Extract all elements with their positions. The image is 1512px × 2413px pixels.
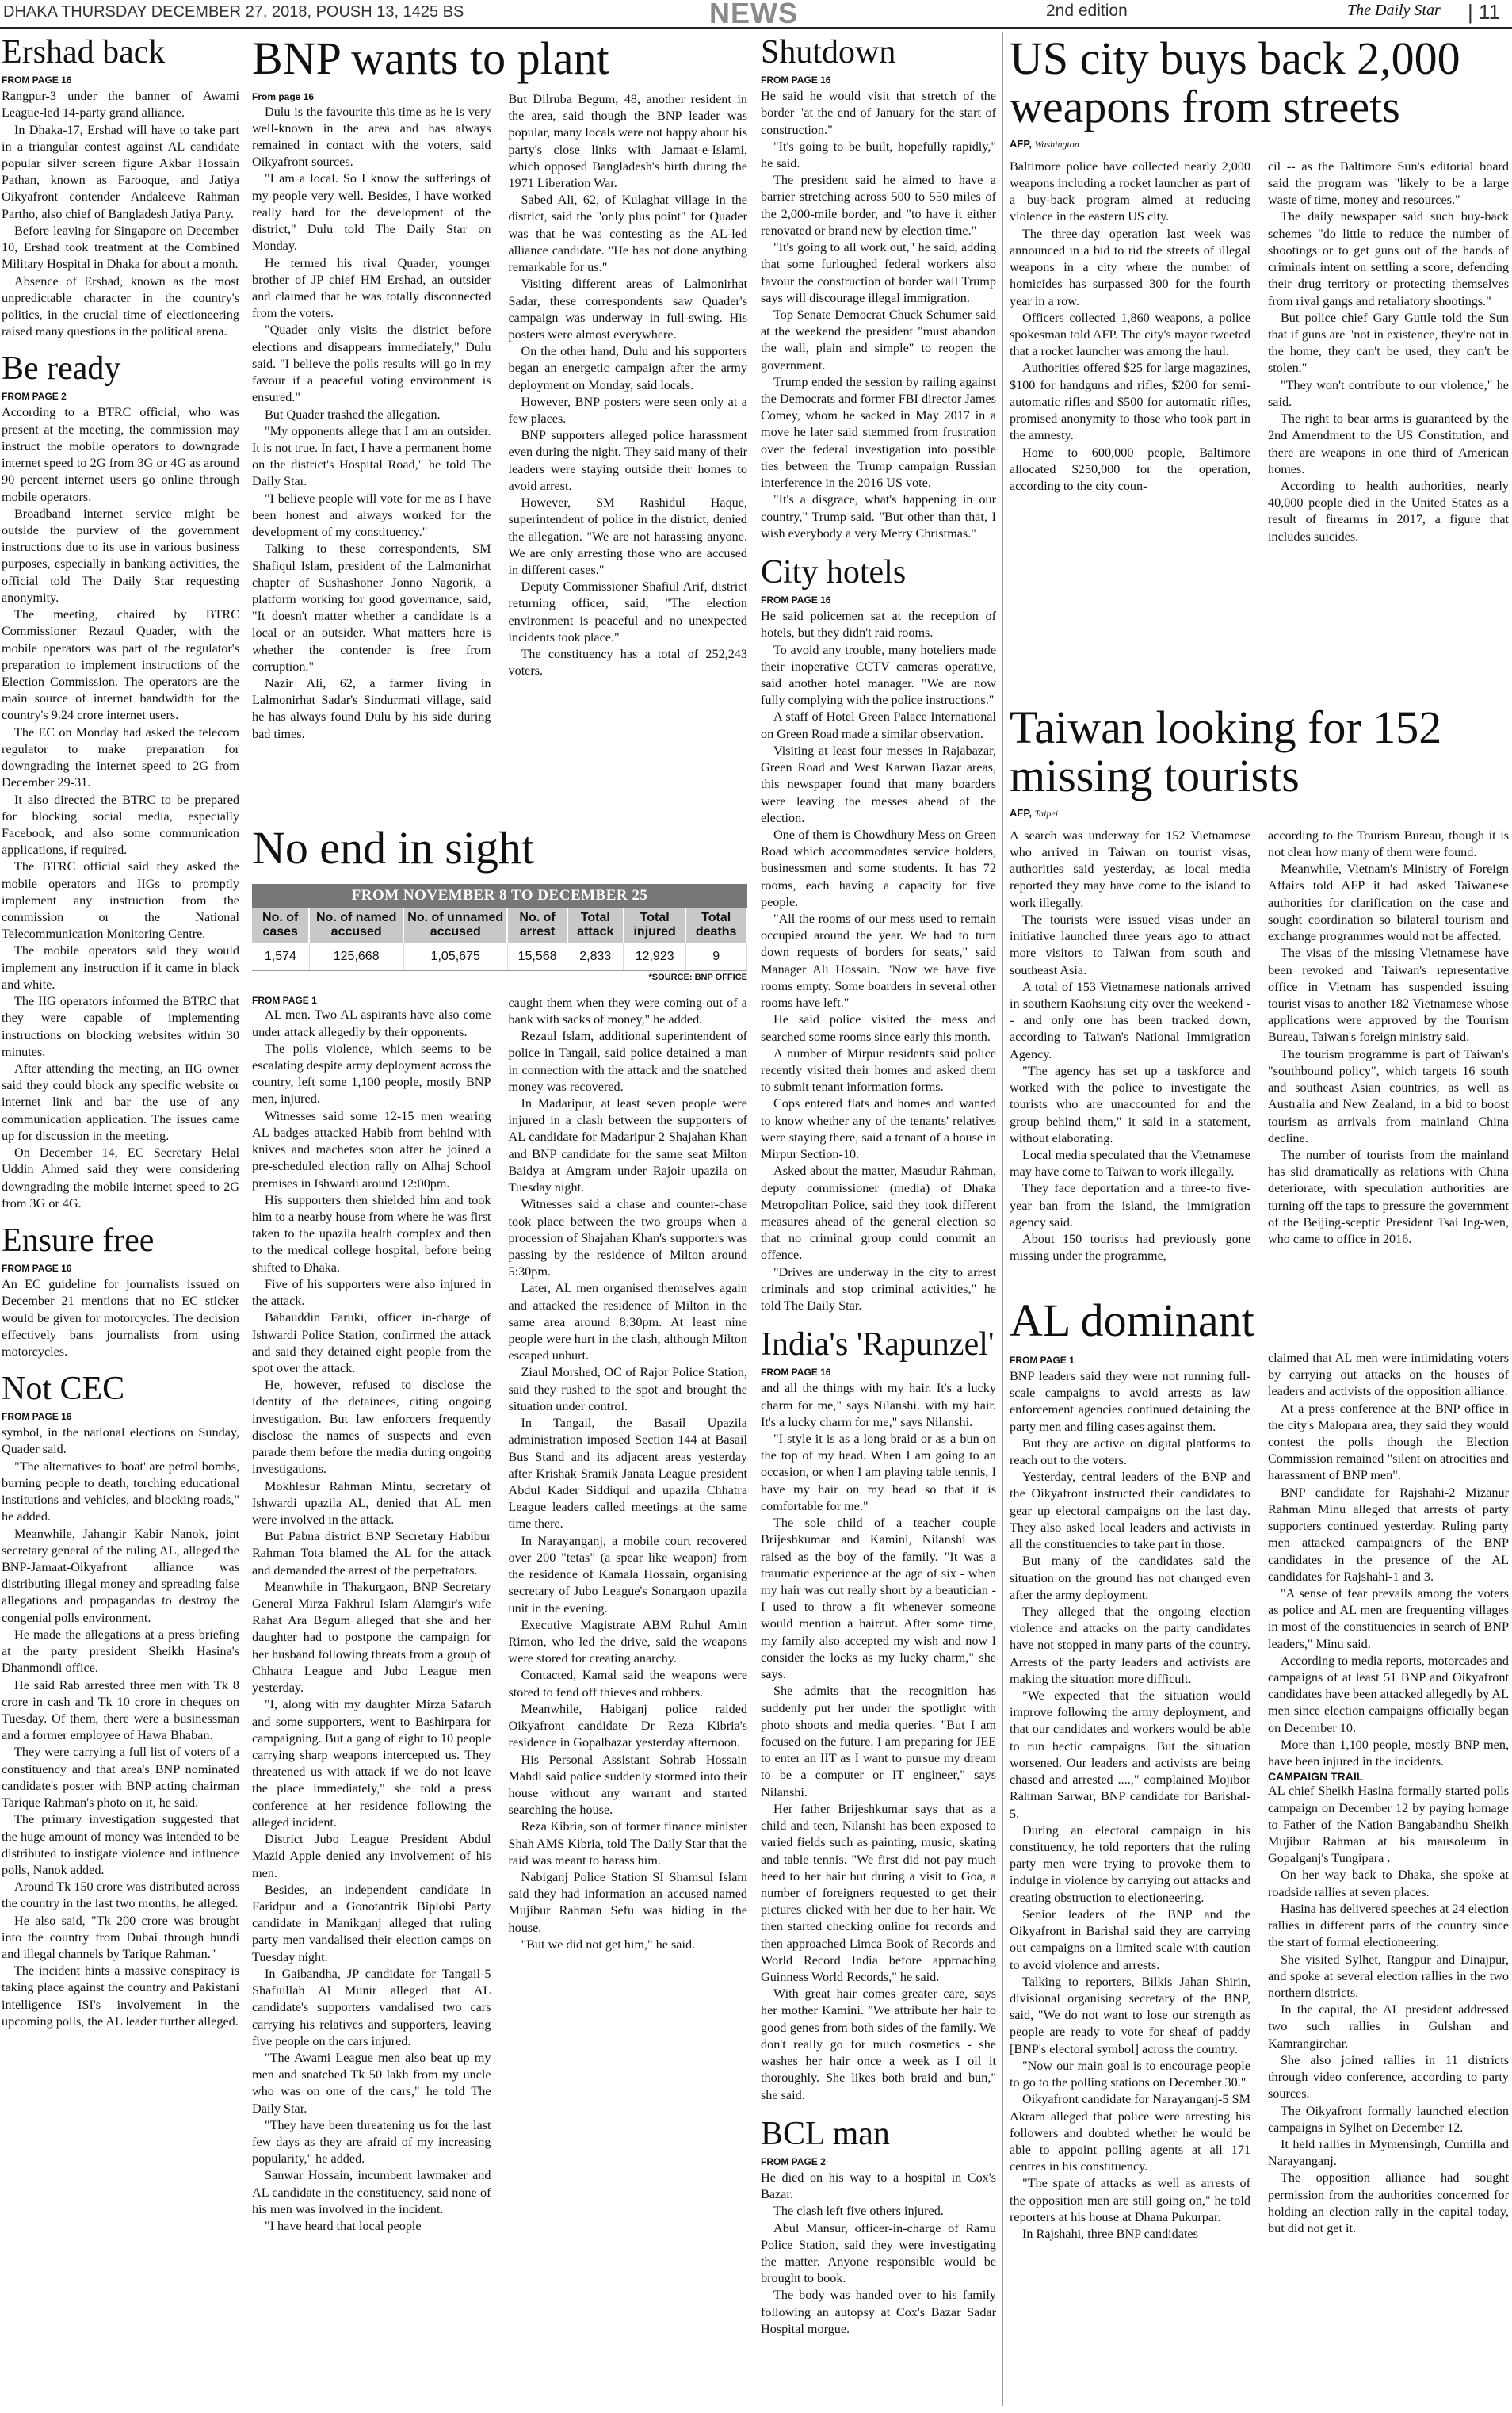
paragraph: He made the allegations at a press briefing at the party president Sheikh Hasina's Dhanmondi office. <box>2 1627 239 1676</box>
paragraph: But Quader trashed the allegation. <box>265 407 441 422</box>
paragraph: In Gaibandha, JP candidate for Tangail-5 Shafiullah Al Munir alleged that AL candidate's supporters vandalised two cars carrying his relatives and supporters, leaving five people on the cars injured. <box>252 1966 491 2048</box>
paragraph: Bahauddin Faruki, officer in-charge of Ishwardi Police Station, confirmed the attack and said they detained eight people from the spot over the attack. <box>252 1310 491 1375</box>
paragraph: However, SM Rashidul Haque, superintendent of police in the district, denied the allegation. "We are not harassing anyone. We are only arresting those who are accused in different cases." <box>508 495 747 578</box>
paragraph: BNP leaders said they were not running full-scale campaigns to avoid arrests as law enforcement agencies continued detaining the party men and filing cases against them. <box>1010 1368 1250 1434</box>
paragraph: The tourism programme is part of Taiwan's "southbound policy", which targets 16 south and southeast Asian countries, as well as Australia and New Zealand, in a bid to boost tourism as arrivals from mainland China decline. <box>1268 1046 1509 1145</box>
paragraph: But many of the candidates said the situation on the ground has not changed even after the army deployment. <box>1010 1554 1250 1602</box>
paragraph: From page 16 <box>252 90 315 102</box>
byline <box>1010 138 1509 151</box>
column-header: Total deaths <box>685 908 746 943</box>
column-header: No. of arrest <box>507 908 567 943</box>
paragraph: It also directed the BTRC to be prepared for blocking social media, especially Facebook, and also some communication applications, if required. <box>2 792 239 858</box>
paragraph: In the capital, the AL president addressed two such rallies in Gulshan and Kamrangirchar. <box>1268 2002 1509 2051</box>
article-body-col1 <box>1010 828 1250 1265</box>
byline <box>1010 807 1509 820</box>
article-not-cec <box>2 1371 239 2030</box>
paragraph: AL men. Two AL aspirants have also come under attack allegedly by their opponents. <box>252 1008 491 1039</box>
headline: Ershad back <box>2 35 166 71</box>
article-body <box>2 404 239 1212</box>
paragraph: A search was underway for 152 Vietnamese who arrived in Taiwan on tourist visas, authorities said yesterday, as local media reported they may have come to the island to work illegally. <box>1010 828 1250 910</box>
paragraph: cil -- as the Baltimore Sun's editorial board said the program was "likely to be a large waste of time, money and resources." <box>1268 159 1509 208</box>
paragraph: Hasina has delivered speeches at 24 election rallies in different parts of the country since the start of formal electioneering. <box>1268 1901 1509 1950</box>
column-rule <box>1002 32 1003 2406</box>
paragraph: The Oikyafront formally launched election campaigns in Sylhet on December 12. <box>1268 2103 1509 2135</box>
paragraph: His supporters then shielded him and took him to a nearby house from where he was first taken to the upazila health complex and then to the medical college hospital, before being shifted to Dhaka. <box>252 1192 491 1275</box>
paragraph: Dulu is the favourite this time as he is very well-known in the area and has always remained in contact with the voters, said Oikyafront sources. <box>252 104 491 170</box>
paragraph: To avoid any trouble, many hoteliers made their inoperative CCTV cameras operative, said another hotel manager. "We are now fully complying with the police instructions." <box>761 642 996 708</box>
headline: BNP wants to plant <box>252 35 609 84</box>
paragraph: Cops entered flats and homes and wanted to know whether any of the tenants' relatives were staying there, said a tenant of a house in Mirpur Section-10. <box>761 1096 996 1162</box>
table-source: *SOURCE: BNP OFFICE <box>648 972 747 982</box>
paragraph: Oikyafront candidate for Narayanganj-5 SM Akram alleged that police were arresting his followers and doubted whether he would be able to appoint polling agents at all 171 centres in his constituency. <box>1010 2092 1250 2174</box>
continuation-tag: FROM PAGE 16 <box>761 1367 831 1379</box>
paragraph: A staff of Hotel Green Palace International on Green Road made a similar observation. <box>761 709 996 741</box>
paragraph: About 150 tourists had previously gone missing under the programme, <box>1010 1232 1250 1264</box>
paragraph: "The alternatives to 'boat' are petrol bombs, burning people to death, torching educational institutions and vehicles, and blocking roads," he added. <box>2 1459 239 1524</box>
paragraph: Her father Brijeshkumar says that as a child and teen, Nilanshi has been exposed to varied fields such as painting, music, skating and table tennis. "We first did not pay much heed to her hair but during a visit to Goa, a number of foreigners requested to get their pictures clicked with her due to her hair. We then started checking online for records and then approached Limca Book of Records and World Record India before approaching Guinness World Records," he said. <box>761 1801 996 1985</box>
continuation-tag: FROM PAGE 16 <box>761 75 831 86</box>
paragraph: After attending the meeting, an IIG owner said they could block any specific website or internet link and bar the use of any communication application. The issues came up for discussion in the meeting. <box>2 1061 239 1143</box>
paragraph: In Rajshahi, three BNP candidates <box>1022 2227 1198 2242</box>
paragraph: "Drives are underway in the city to arrest criminals and stop criminal activities," he told The Daily Star. <box>761 1264 996 1314</box>
article-body <box>761 88 996 542</box>
paragraph: BNP candidate for Rajshahi-2 Mizanur Rahman Minu alleged that arrests of party supporters continued yesterday. Ruling party men attacked campaigners of the BNP candidates in the presence of the AL candidates for Rajshahi-1 and 3. <box>1268 1485 1509 1584</box>
article-body-col2 <box>1268 1350 1509 1770</box>
paragraph: The EC on Monday had asked the telecom regulator to make preparation for downgrading the internet speed to 2G from December 29-31. <box>2 725 239 790</box>
statistics-table <box>252 884 747 982</box>
paragraph: "I believe people will vote for me as I have been honest and always worked for the development of my constituency." <box>252 491 491 540</box>
paragraph: Witnesses said some 12-15 men wearing AL badges attacked Habib from behind with knives and machetes soon after he joined a pre-scheduled election rally on Alhaj School premises in Ishwardi around 12:00pm. <box>252 1108 491 1191</box>
table-cell: 2,833 <box>567 943 624 970</box>
paragraph: Ziaul Morshed, OC of Rajor Police Station, said they rushed to the spot and brought the situation under control. <box>508 1365 747 1413</box>
paragraph: Witnesses said a chase and counter-chase took place between the two groups when a procession of Shajahan Khan's supporters was passing by the residence of Milton around 5:30pm. <box>508 1197 747 1279</box>
paragraph: Five of his supporters were also injured in the attack. <box>252 1276 491 1309</box>
paragraph: Talking to these correspondents, SM Shafiqul Islam, president of the Lalmonirhat chapter of Sushashoner Jonno Nagorik, a platform working for good governance, said, "It doesn't matter whether a candidate is a local or an outsider. What matters here is whether the contender is free from corruption." <box>252 541 491 674</box>
edition-label: 2nd edition <box>1046 2 1128 20</box>
paragraph: District Jubo League President Abdul Mazid Apple denied any involvement of his men. <box>252 1832 491 1880</box>
dateline: Taipei <box>1034 807 1059 819</box>
paragraph: However, BNP posters were seen only at a few places. <box>508 394 747 426</box>
article-body <box>2 1276 239 1360</box>
paragraph: Local media speculated that the Vietnamese may have come to Taiwan to work illegally. <box>1010 1147 1250 1180</box>
paragraph: "I have heard that local people <box>265 2219 422 2234</box>
article-body-col2 <box>509 91 748 743</box>
headline: Be ready <box>2 350 121 388</box>
paragraph: The BTRC official said they asked the mobile operators and IIGs to promptly implement any instruction from the commission or the National Telecommunication Monitoring Centre. <box>2 859 239 942</box>
article-bcl-man <box>761 2117 996 2338</box>
paragraph: The number of tourists from the mainland has slid dramatically as relations with China deteriorate, with speculation authorities are turning off the taps to pressure the government of the Beijing-sceptic President Tsai Ing-wen, who came to office in 2016. <box>1268 1147 1509 1247</box>
article-body <box>761 608 996 1314</box>
article-al-dominant <box>1010 1297 1509 2410</box>
column-header: Total attack <box>567 908 624 943</box>
paragraph: But they are active on digital platforms to reach out to the voters. <box>1010 1436 1250 1467</box>
paragraph: Senior leaders of the BNP and the Oikyafront in Barishal said they are carrying out campaigns on a limited scale with caution to avoid violence and arrests. <box>1010 1906 1250 1972</box>
paragraph: Broadband internet service might be outside the purview of the government instructions due to its use in various business purposes, especially in banking activities, the official told The Daily Star requesting anonymity. <box>2 506 239 605</box>
paragraph: Meanwhile, Vietnam's Ministry of Foreign Affairs told AFP it had asked Taiwanese authorities for clarification on the case and sought coordination so bilateral tourism and exchange programmes would not be affected. <box>1268 862 1509 944</box>
paragraph: On her way back to Dhaka, she spoke at roadside rallies at seven places. <box>1268 1868 1509 1899</box>
paper-logo: The Daily Star <box>1347 2 1441 19</box>
paragraph: Top Senate Democrat Chuck Schumer said at the weekend the president "must abandon the wall, plain and simple" to reopen the government. <box>761 307 996 373</box>
paragraph: A number of Mirpur residents said police recently visited their homes and asked them to submit tenant information forms. <box>761 1046 996 1095</box>
paragraph: claimed that AL men were intimidating voters by carrying out attacks on the houses of leaders and activists of the opposition alliance. <box>1268 1350 1509 1399</box>
paragraph: "The spate of attacks as well as arrests of the opposition men are still going on," he told reporters at his house at Dhana Pukurpar. <box>1010 2176 1250 2224</box>
paragraph: "My opponents allege that I am an outsider. It is not true. In fact, I have a permanent home on the district's Hospital Road," he told The Daily Star. <box>252 423 491 489</box>
paragraph: The sole child of a teacher couple Brijeshkumar and Kamini, Nilanshi was raised as the boy of the family. "It was a traumatic experience at the age of six - when my hair was cut really short by a beautician - I used to throw a fit whenever someone would mention a haircut. After some time, my family also accepted my wish and now I consider the locks as my lucky charm," she says. <box>761 1516 996 1682</box>
article-body <box>761 2170 996 2338</box>
paragraph: The tourists were issued visas under an initiative launched three years ago to attract more visitors to Taiwan from south and southeast Asia. <box>1010 912 1250 977</box>
paragraph: In Dhaka-17, Ershad will have to take part in a triangular contest against AL candidate popular silver screen figure Akbar Hossain Pathan, known as Farooque, and Jatiya Oikyafront contender Andaleeve Rahman Partho, also chief of Bangladesh Jatiya Party. <box>2 122 239 221</box>
paragraph: More than 1,100 people, mostly BNP men, have been injured in the incidents. <box>1268 1737 1509 1769</box>
table-cell: 9 <box>685 943 746 970</box>
paragraph: The incident hints a massive conspiracy is taking place against the country and Pakistani intelligence ISI's involvement in the upcoming polls, the AL leader further alleged. <box>2 1964 239 2029</box>
paragraph: Baltimore police have collected nearly 2,000 weapons including a rocket launcher as part of a buy-back program aimed at reducing violence in the eastern US city. <box>1010 159 1250 224</box>
agency: AFP, <box>1010 137 1032 150</box>
paragraph: Sabed Ali, 62, of Kulaghat village in the district, said the "only plus point" for Quader was that he was contesting as the AL-led alliance candidate. "He has not done anything remarkable for us." <box>508 193 747 275</box>
paragraph: She admits that the recognition has suddenly put her under the spotlight with photo shoots and media queries. "But I am focused on the future. I am preparing for JEE to enter an IIT as I want to pursue my dream to be a computer or IT engineer," says Nilanshi. <box>761 1684 996 1799</box>
paragraph: He said he would visit that stretch of the border "at the end of January for the start of construction." <box>761 89 996 137</box>
headline: AL dominant <box>1010 1297 1254 1346</box>
table-cell: 15,568 <box>507 943 567 970</box>
paragraph: Abul Mansur, officer-in-charge of Ramu Police Station, said they were investigating the matter. Anyone responsible would be brought to book. <box>761 2220 996 2286</box>
paragraph: The right to bear arms is guaranteed by the 2nd Amendment to the US Constitution, and there are weapons in one third of American homes. <box>1268 411 1509 476</box>
paragraph: He said police visited the mess and searched some rooms since early this month. <box>761 1012 996 1044</box>
paragraph: The president said he aimed to have a barrier stretching across 500 to 550 miles of the 2,000-mile border, and "to have it either renovated or brand new by election time." <box>761 173 996 238</box>
paragraph: He also said, "Tk 200 crore was brought into the country from Dubai through hundi and illegal channels by Tarique Rahman." <box>2 1913 239 1962</box>
table-cell: 125,668 <box>309 943 403 970</box>
paragraph: According to a BTRC official, who was present at the meeting, the commission may instruct the mobile operators to downgrade internet speed to 2G from 3G or 4G as around 90 percent internet users go online through mobile operators. <box>2 405 239 504</box>
paragraph: Deputy Commissioner Shafiul Arif, district returning officer, said, "The election environment is peaceful and no unexpected incidents took place." <box>508 579 747 644</box>
section-label: NEWS <box>709 0 798 29</box>
paragraph: She visited Sylhet, Rangpur and Dinajpur, and spoke at several election rallies in the two northern districts. <box>1268 1952 1509 2000</box>
paragraph: The three-day operation last week was announced in a bid to rid the streets of illegal weapons in a city where the number of homicides has surpassed 300 for the fourth year in a row. <box>1010 226 1250 308</box>
paragraph: He died on his way to a hospital in Cox's Bazar. <box>761 2170 996 2202</box>
paragraph: Meanwhile in Thakurgaon, BNP Secretary General Mirza Fakhrul Islam Alamgir's wife Rahat Ara Begum alleged that she and her daughter had to postpone the campaign for her husband following threats from a group of Chhatra League and Jubo League men yesterday. <box>252 1579 491 1696</box>
paragraph: Before leaving for Singapore on December 10, Ershad took treatment at the Combined Military Hospital in Dhaka for about a month. <box>2 223 239 272</box>
paragraph: and all the things with my hair. It's a lucky charm for me," says Nilanshi. with my hair. It's a lucky charm for me," says Nilanshi. <box>761 1381 996 1429</box>
paragraph: The clash left five others injured. <box>773 2204 944 2219</box>
paragraph: One of them is Chowdhury Mess on Green Road which accommodates service holders, businessmen and some students. It has 72 rooms, each having a capacity for five people. <box>761 827 996 909</box>
paragraph: Asked about the matter, Masudur Rahman, deputy commissioner (media) of Dhaka Metropolitan Police, said they took different measures ahead of the general election so that no criminal group could commit an offence. <box>761 1164 996 1263</box>
headline: India's 'Rapunzel' <box>761 1326 995 1363</box>
column-header: No. of named accused <box>309 908 403 943</box>
paragraph: "The Awami League men also beat up my men and snatched Tk 50 lakh from my uncle who was on one of the cars," he told The Daily Star. <box>252 2050 491 2116</box>
paragraph: The meeting, chaired by BTRC Commissioner Rezaul Quader, with the mobile operators was part of the regulator's preparation to implement instructions of the Election Commission. The operators are the main source of internet bandwidth for the country's 9.24 crore internet users. <box>2 607 239 723</box>
continuation-tag: FROM PAGE 16 <box>761 595 831 606</box>
paragraph: Home to 600,000 people, Baltimore allocated $250,000 for the operation, according to the city coun- <box>1010 445 1250 493</box>
paragraph: according to the Tourism Bureau, though it is not clear how many of them were found. <box>1268 828 1509 859</box>
paragraph: They were carrying a full list of voters of a constituency and that area's BNP nominated candidate's poster with BNP acting chairman Tarique Rahman's photo on it, he said. <box>2 1745 239 1811</box>
article-body-col2 <box>1268 159 1509 545</box>
article-shutdown <box>761 35 996 542</box>
paragraph: They alleged that the ongoing election violence and attacks on the party candidates have not stopped in many parts of the country. Arrests of the party leaders and activists are making the situation more difficult. <box>1010 1604 1250 1686</box>
table-header-row <box>252 908 746 943</box>
paragraph: In Tangail, the Basail Upazila administration imposed Section 144 at Basail Bus Stand and its adjacent areas yesterday after Krishak Sramik Janata League president Abdul Kader Siddiqui and upazila Chhatra League leaders called meetings at the same time there. <box>508 1416 747 1532</box>
table-cell: 1,574 <box>252 943 309 970</box>
article-taiwan-tourists <box>1010 704 1509 1287</box>
paragraph: Meanwhile, Habiganj police raided Oikyafront candidate Dr Reza Kibria's residence in Gopalbazar yesterday afternoon. <box>508 1701 747 1750</box>
article-no-end-in-sight <box>252 824 747 2410</box>
subheading: CAMPAIGN TRAIL <box>1268 1770 1364 1784</box>
headline: Ensure free <box>2 1222 155 1259</box>
article-body <box>761 1380 996 2103</box>
continuation-tag: FROM PAGE 16 <box>2 1263 72 1275</box>
headline: Not CEC <box>2 1371 125 1408</box>
paragraph: "They have been threatening us for the last few days as they are afraid of my increasing popularity," he added. <box>252 2117 491 2166</box>
column-header: No. of cases <box>252 908 309 943</box>
paragraph: But police chief Gary Guttle told the Sun that if guns are "not in existence, they're not in the home, they can't be used, they can't be stolen." <box>1268 310 1509 376</box>
headline: No end in sight <box>252 824 535 874</box>
column-header: No. of unnamed accused <box>403 908 507 943</box>
paragraph: The body was handed over to his family following an autopsy at Cox's Bazar Sadar Hospital morgue. <box>761 2288 996 2336</box>
article-be-ready <box>2 351 239 1212</box>
paragraph: Besides, an independent candidate in Faridpur and a Gonotantrik Biplobi Party candidate in Manikganj alleged that ruling party men vandalised their election camps on Tuesday night. <box>252 1882 491 1964</box>
paragraph: He, however, refused to disclose the identity of the detainees, citing ongoing investigation. But law enforcers frequently disclose the names of suspects and even parade them before the media during ongoing investigations. <box>252 1378 491 1477</box>
paragraph: Later, AL men organised themselves again and attacked the residence of Milton in the same area around 8:30pm. At least nine people were hurt in the clash, although Milton escaped unhurt. <box>508 1281 747 1363</box>
paragraph: "They won't contribute to our violence," he said. <box>1268 377 1509 409</box>
paragraph: Nabiganj Police Station SI Shamsul Islam said they had information an accused named Mujibur Rahman Sefu was hiding in the house. <box>508 1870 747 1935</box>
continuation-tag: FROM PAGE 16 <box>2 1411 72 1423</box>
paragraph: He termed his rival Quader, younger brother of JP chief HM Ershad, an outsider and claimed that he was totally disconnected from the voters. <box>252 255 491 321</box>
paragraph: symbol, in the national elections on Sunday, Quader said. <box>2 1425 239 1457</box>
paragraph: "The agency has set up a taskforce and worked with the police to investigate the tourists who are unaccounted for and the group behind them," it said in a statement, without elaborating. <box>1010 1063 1250 1145</box>
paragraph: Absence of Ershad, known as the most unpredictable character in the country's politics, in the crucial time of electioneering raised many questions in the political arena. <box>2 273 239 339</box>
paragraph: On December 14, EC Secretary Helal Uddin Ahmed said they were considering downgrading the mobile internet speed to 2G from 3G or 4G. <box>2 1145 239 1210</box>
headline: US city buys back 2,000 weapons from streets <box>1010 35 1460 132</box>
article-body <box>2 88 239 340</box>
article-us-city-weapons <box>1010 35 1509 693</box>
paragraph: Rangpur-3 under the banner of Awami League-led 14-party grand alliance. <box>2 89 239 120</box>
agency: AFP, <box>1010 806 1032 819</box>
paragraph: The opposition alliance had sought permission from the authorities concerned for holding an election rally in the capital today, but did not get it. <box>1268 2170 1509 2236</box>
paragraph: Visiting at least four messes in Rajabazar, Green Road and West Karwan Bazar areas, this newspaper found that many boarders were leaving the messes ahead of the election. <box>761 743 996 825</box>
table-cell: 1,05,675 <box>403 943 507 970</box>
paragraph: At a press conference at the BNP office in the city's Malopara area, they said they would contest the polls though the Election Commission remained "silent on atrocities and harassment of BNP men". <box>1268 1401 1509 1483</box>
paragraph: With great hair comes greater care, says her mother Kamini. "We attribute her hair to good genes from both sides of the family. We don't really go for much cosmetics - she washes her hair once a week as I oil it thoroughly. She likes both braid and bun," she said. <box>761 1987 996 2102</box>
paragraph: The constituency has a total of 252,243 voters. <box>508 647 747 679</box>
paragraph: The daily newspaper said such buy-back schemes "do little to reduce the number of shootings or to get guns out of the hands of criminals intent on settling a score, defending their drug territory or protecting themselves from rival gangs and retaliatory shootings." <box>1268 209 1509 308</box>
continuation-tag: FROM PAGE 2 <box>761 2155 826 2167</box>
paragraph: In Madaripur, at least seven people were injured in a clash between the supporters of AL candidate for Madaripur-2 Shajahan Khan and BNP candidate for the same seat Milton Baidya at Amgram under Rajoir upazila on Tuesday night. <box>508 1096 747 1195</box>
paragraph: Around Tk 150 crore was distributed across the country in the last two months, he alleged. <box>2 1880 239 1911</box>
paragraph: "We expected that the situation would improve following the army deployment, and that our candidates and workers would be able to run hectic campaigns. But the situation worsened. Our leaders and activists are being chased and arrested ....," complained Mojibor Rahman Sarwar, BNP candidate for Barishal-5. <box>1010 1688 1250 1821</box>
paragraph: Officers collected 1,860 weapons, a police spokesman told AFP. The city's mayor tweeted that a rocket launcher was among the haul. <box>1010 310 1250 359</box>
table-cell: 12,923 <box>624 943 685 970</box>
article-city-hotels <box>761 555 996 1314</box>
paragraph: BNP supporters alleged police harassment even during the night. They said many of their leaders were staying outside their homes to avoid arrest. <box>508 428 747 493</box>
article-bnp-wants-to-plant <box>252 35 747 820</box>
paragraph: Visiting different areas of Lalmonirhat Sadar, these correspondents saw Quader's campaign was underway in full-swing. His posters were almost everywhere. <box>508 277 747 342</box>
paragraph: "Now our main goal is to encourage people to go to the polling stations on December 30." <box>1010 2058 1250 2090</box>
paragraph: The polls violence, which seems to be escalating despite army deployment across the country, left some 1,100 people, mostly BNP men, injured. <box>252 1041 491 1107</box>
headline: Taiwan looking for 152 missing tourists <box>1010 704 1442 801</box>
paragraph: "Quader only visits the district before elections and disappears immediately," Dulu said. "I believe the polls results will go in my favour if a peaceful voting environment is ensured." <box>252 323 491 405</box>
paragraph: The IIG operators informed the BTRC that they were capable of implementing instructions on blocking websites within 30 minutes. <box>2 994 239 1059</box>
headline: Shutdown <box>761 35 896 71</box>
paragraph: According to media reports, motorcades and campaigns of at least 51 BNP and Oikyafront candidates have been attacked allegedly by AL men since election campaigns officially began on December 10. <box>1268 1653 1509 1735</box>
continuation-tag: FROM PAGE 1 <box>1010 1354 1075 1366</box>
paragraph: Executive Magistrate ABM Ruhul Amin Rimon, who led the drive, said the weapons were stored for creating anarchy. <box>508 1617 747 1666</box>
paragraph: Authorities offered $25 for large magazines, $100 for handguns and rifles, $200 for semi-automatic rifles and $500 for automatic rifles, promised anonymity to those who took part in the amnesty. <box>1010 361 1250 443</box>
paragraph: But Pabna district BNP Secretary Habibur Rahman Tota blamed the AL for the attack and demanded the arrest of the perpetrators. <box>252 1529 491 1577</box>
paragraph: "It's going to all work out," he said, adding that some furloughed federal workers also favour the construction of border wall Trump says will discourage illegal immigration. <box>761 240 996 305</box>
paragraph: "But we did not get him," he said. <box>521 1937 696 1952</box>
article-body-col2b <box>1268 1783 1509 2237</box>
article-ensure-free <box>2 1223 239 1360</box>
paragraph: He said policemen sat at the reception of hotels, but they didn't raid rooms. <box>761 609 996 641</box>
page-number: | 11 <box>1468 0 1500 24</box>
edition-line: DHAKA THURSDAY DECEMBER 27, 2018, POUSH 13, 1425 BS <box>3 3 464 21</box>
paragraph: AL chief Sheikh Hasina formally started polls campaign on December 12 by paying homage to Father of the Nation Bangabandhu Sheikh Mujibur Rahman at his mausoleum in Gopalganj's Tungipara . <box>1268 1784 1509 1866</box>
article-body <box>2 1424 239 2030</box>
article-body-col1 <box>1010 159 1250 545</box>
article-body-col2 <box>509 995 748 2235</box>
paragraph: According to health authorities, nearly 40,000 people died in the United States as a result of firearms in 2017, a figure that includes suicides. <box>1268 478 1509 544</box>
paragraph: But Dilruba Begum, 48, another resident in the area, said though the BNP leader was popular, many locals were not happy about his party's close links with Jamaat-e-Islami, which opposed Bangladesh's birth during the 1971 Liberation War. <box>508 91 747 190</box>
paragraph: Mokhlesur Rahman Mintu, secretary of Ishwardi upazila AL, denied that AL men were involved in the attack. <box>252 1478 491 1527</box>
paragraph: During an electoral campaign in his constituency, he told reporters that the ruling party men were trying to provoke them to indulge in violence by carrying out attacks and creating obstruction to electioneering. <box>1010 1822 1250 1905</box>
continuation-tag: FROM PAGE 2 <box>2 391 67 403</box>
paragraph: Nazir Ali, 62, a farmer living in Lalmonirhat Sadar's Sindurmati village, said he has always found Dulu by his side during bad times. <box>252 676 491 741</box>
paragraph: He said Rab arrested three men with Tk 8 crore in cash and Tk 10 crore in cheques on Tuesday. Of them, there were a businessman and a former employee of Hawa Bhaban. <box>2 1677 239 1743</box>
middle-column <box>761 35 996 2410</box>
paragraph: The visas of the missing Vietnamese have been revoked and Taiwan's representative office in Vietnam has suspended issuing tourist visas to another 182 Vietnamese whose applications were approved by the Tourism Bureau, Taiwan's foreign ministry said. <box>1268 946 1509 1045</box>
paragraph: "It's a disgrace, what's happening in our country," Trump said. "But other than that, I wish everybody a very Merry Christmas." <box>761 492 996 541</box>
paragraph: "I style it is as a long braid or as a bun on the top of my head. When I am going to an occasion, or when I am playing table tennis, I have my hair on my head so that it is comfortable for me." <box>761 1432 996 1513</box>
paragraph: "A sense of fear prevails among the voters as police and AL men are frequenting villages in most of the constituencies in search of BNP leaders," Minu said. <box>1268 1585 1509 1651</box>
paragraph: An EC guideline for journalists issued on December 21 mentions that no EC sticker would be given for motorcycles. The decision effectively bans journalists from using motorcycles. <box>2 1277 239 1359</box>
paragraph: Reza Kibria, son of former finance minister Shah AMS Kibria, told The Daily Star that the raid was meant to harass him. <box>508 1819 747 1868</box>
continuation-tag: FROM PAGE 16 <box>2 75 72 86</box>
paragraph: FROM PAGE 1 <box>252 994 317 1006</box>
dateline: Washington <box>1034 138 1079 150</box>
paragraph: On the other hand, Dulu and his supporters began an energetic campaign after the army deployment on Monday, said locals. <box>508 344 747 392</box>
paragraph: "All the rooms of our mess used to remain occupied around the year. We had to turn down requests of borders for seats," said Manager Ali Hossain. "Now we have five rooms empty. Some boarders in several other rooms have left." <box>761 912 996 1011</box>
paragraph: She also joined rallies in 11 districts through video conference, according to party sources. <box>1268 2052 1509 2101</box>
paragraph: "I am a local. So I know the sufferings of my people very well. Besides, I have worked really hard for the development of the district," Dulu told The Daily Star on Monday. <box>252 171 491 254</box>
article-body-col1 <box>252 91 491 743</box>
left-column <box>2 35 239 2410</box>
paragraph: A total of 153 Vietnamese nationals arrived in southern Kaohsiung city over the weekend -- and only one has been tracked down, according to Taiwan's National Immigration Agency. <box>1010 979 1250 1061</box>
article-ershad-back <box>2 35 239 340</box>
column-header: Total injured <box>624 908 685 943</box>
paragraph: Trump ended the session by railing against the Democrats and former FBI director James Comey, whom he sacked in May 2017 in a move he later said stemmed from frustration over the federal investigation into possible ties between the Trump campaign Russian interference in the 2016 US vote. <box>761 374 996 491</box>
paragraph: "I, along with my daughter Mirza Safaruh and some supporters, went to Bashirpara for campaigning. But a gang of eight to 10 people carrying sharp weapons intercepted us. They threatened us with attack if we do not leave the place immediately," she told a press conference at her residence following the alleged incident. <box>252 1697 491 1830</box>
paragraph: Rezaul Islam, additional superintendent of police in Tangail, said police detained a man in connection with the attack and the snatched money was recovered. <box>508 1029 747 1094</box>
paragraph: It held rallies in Mymensingh, Cumilla and Narayanganj. <box>1268 2136 1509 2169</box>
paragraph: The mobile operators said they would implement any instruction if it came in black and white. <box>2 943 239 992</box>
paragraph: In Narayanganj, a mobile court recovered over 200 "tetas" (a spear like weapon) from the residence of Kamala Hossain, organising secretary of Jubo League's Sonargaon upazila unit in the evening. <box>508 1533 747 1616</box>
paragraph: Contacted, Kamal said the weapons were stored to fend off thieves and robbers. <box>508 1668 747 1700</box>
paragraph: Yesterday, central leaders of the BNP and the Oikyafront instructed their candidates to gear up electoral campaigns on the last day. They also asked local leaders and activists in all the constituencies to take part in those. <box>1010 1470 1250 1552</box>
paragraph: caught them when they were coming out of a bank with sacks of money," he added. <box>508 995 747 1027</box>
headline: City hotels <box>761 554 907 591</box>
paragraph: They face deportation and a three-to five-year ban from the island, the immigration agency said. <box>1010 1181 1250 1229</box>
paragraph: The primary investigation suggested that the huge amount of money was intended to be distributed to instigate violence and influence polls, Nanok added. <box>2 1812 239 1877</box>
headline: BCL man <box>761 2115 890 2152</box>
paragraph: Talking to reporters, Bilkis Jahan Shirin, divisional organising secretary of the BNP, said, "We do not want to lose our strength as people are ready to vote for sheaf of paddy [BNP's electoral symbol] across the country. <box>1010 1974 1250 2056</box>
paragraph: Sanwar Hossain, incumbent lawmaker and AL candidate in the constituency, said none of his men was involved in the incident. <box>252 2168 491 2216</box>
table-title: FROM NOVEMBER 8 TO DECEMBER 25 <box>252 884 747 908</box>
article-body-col1 <box>1010 1368 1250 2243</box>
article-body-col1 <box>252 995 491 2235</box>
table-row <box>252 943 746 970</box>
paragraph: His Personal Assistant Sohrab Hossain Mahdi said police suddenly stormed into their house without any warrant and started searching the house. <box>508 1752 747 1818</box>
article-body-col2 <box>1268 828 1509 1265</box>
paragraph: "It's going to be built, hopefully rapidly," he said. <box>761 139 996 170</box>
masthead <box>0 0 1512 29</box>
paragraph: Meanwhile, Jahangir Kabir Nanok, joint secretary general of the ruling AL, alleged the BNP-Jamaat-Oikyafront alliance was distributing illegal money and spreading false allegations and propagandas to destroy the congenial polls environment. <box>2 1526 239 1625</box>
article-indias-rapunzel <box>761 1327 996 2104</box>
